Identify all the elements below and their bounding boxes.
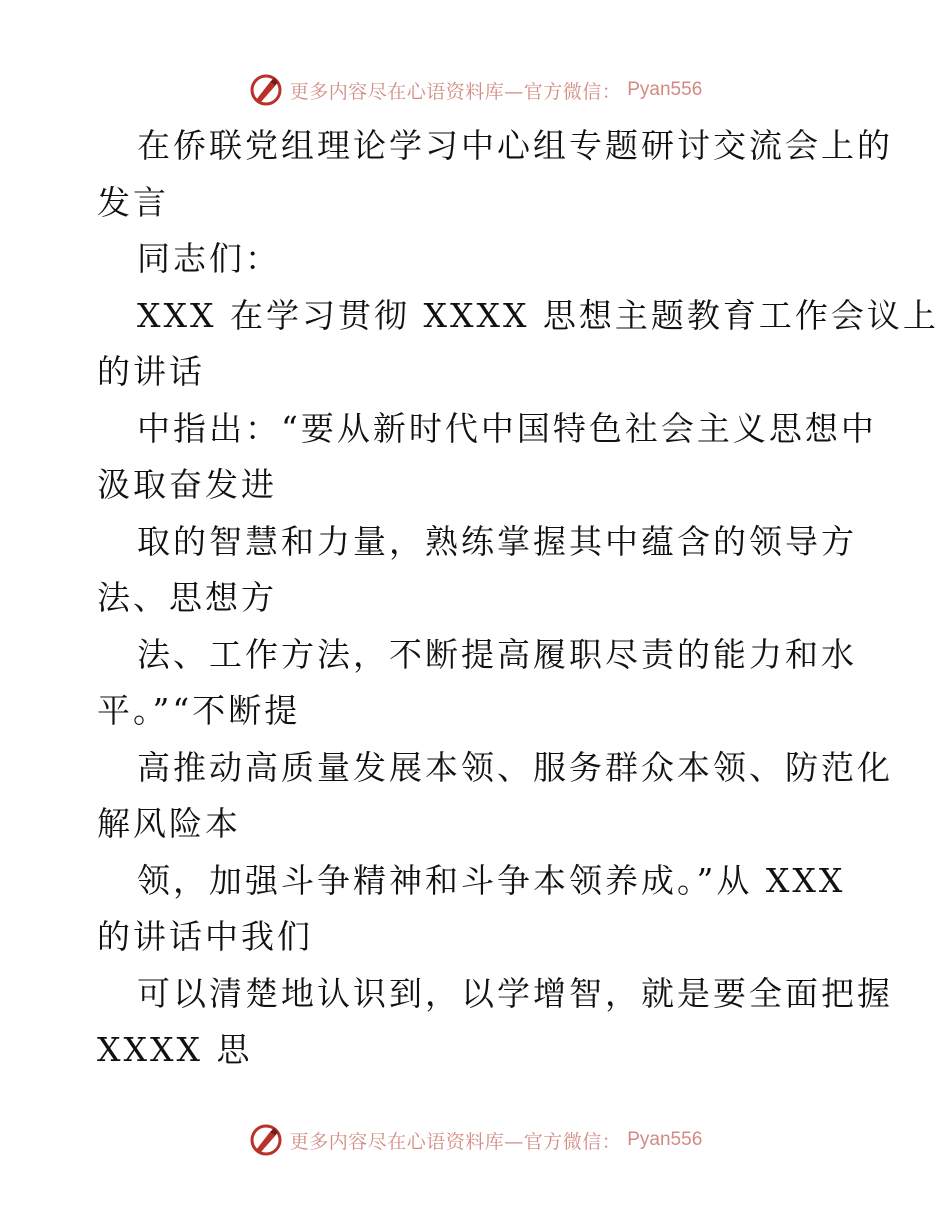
text-line: XXXX 思 xyxy=(97,1030,253,1069)
text-line: 的讲话 xyxy=(97,352,205,391)
text-line: XXX 在学习贯彻 XXXX 思想主题教育工作会议上 xyxy=(137,295,939,335)
text-line: 解风险本 xyxy=(97,804,241,843)
header-watermark xyxy=(0,70,950,110)
text-line: 平。”“不断提 xyxy=(97,691,301,730)
text-line: 取的智慧和力量，熟练掌握其中蕴含的领导方 xyxy=(137,521,857,561)
text-line: 领，加强斗争精神和斗争本领养成。”从 XXX xyxy=(137,860,846,900)
text-line: 在侨联党组理论学习中心组专题研讨交流会上的 xyxy=(137,126,893,165)
text-line: 高推动高质量发展本领、服务群众本领、防范化 xyxy=(137,747,893,787)
watermark-text: 更多内容尽在心语资料库—官方微信： xyxy=(289,1130,622,1153)
watermark-brand: Pyan556 xyxy=(627,79,703,100)
text-line: 的讲话中我们 xyxy=(97,917,313,956)
watermark-brand: Pyan556 xyxy=(627,1129,703,1150)
text-line: 汲取奋发进 xyxy=(97,465,277,504)
document-body xyxy=(97,118,939,1079)
footer-watermark xyxy=(0,1120,950,1160)
pen-logo-icon xyxy=(248,1122,284,1158)
text-line: 法、工作方法，不断提高履职尽责的能力和水 xyxy=(137,634,857,674)
text-line: 发言 xyxy=(97,182,169,222)
watermark-text: 更多内容尽在心语资料库—官方微信： xyxy=(289,80,622,103)
pen-logo-icon xyxy=(248,72,284,108)
text-line: 可以清楚地认识到，以学增智，就是要全面把握 xyxy=(137,973,893,1013)
text-line: 同志们： xyxy=(137,239,281,278)
text-line: 法、思想方 xyxy=(97,578,277,617)
text-line: 中指出：“要从新时代中国特色社会主义思想中 xyxy=(137,408,877,448)
